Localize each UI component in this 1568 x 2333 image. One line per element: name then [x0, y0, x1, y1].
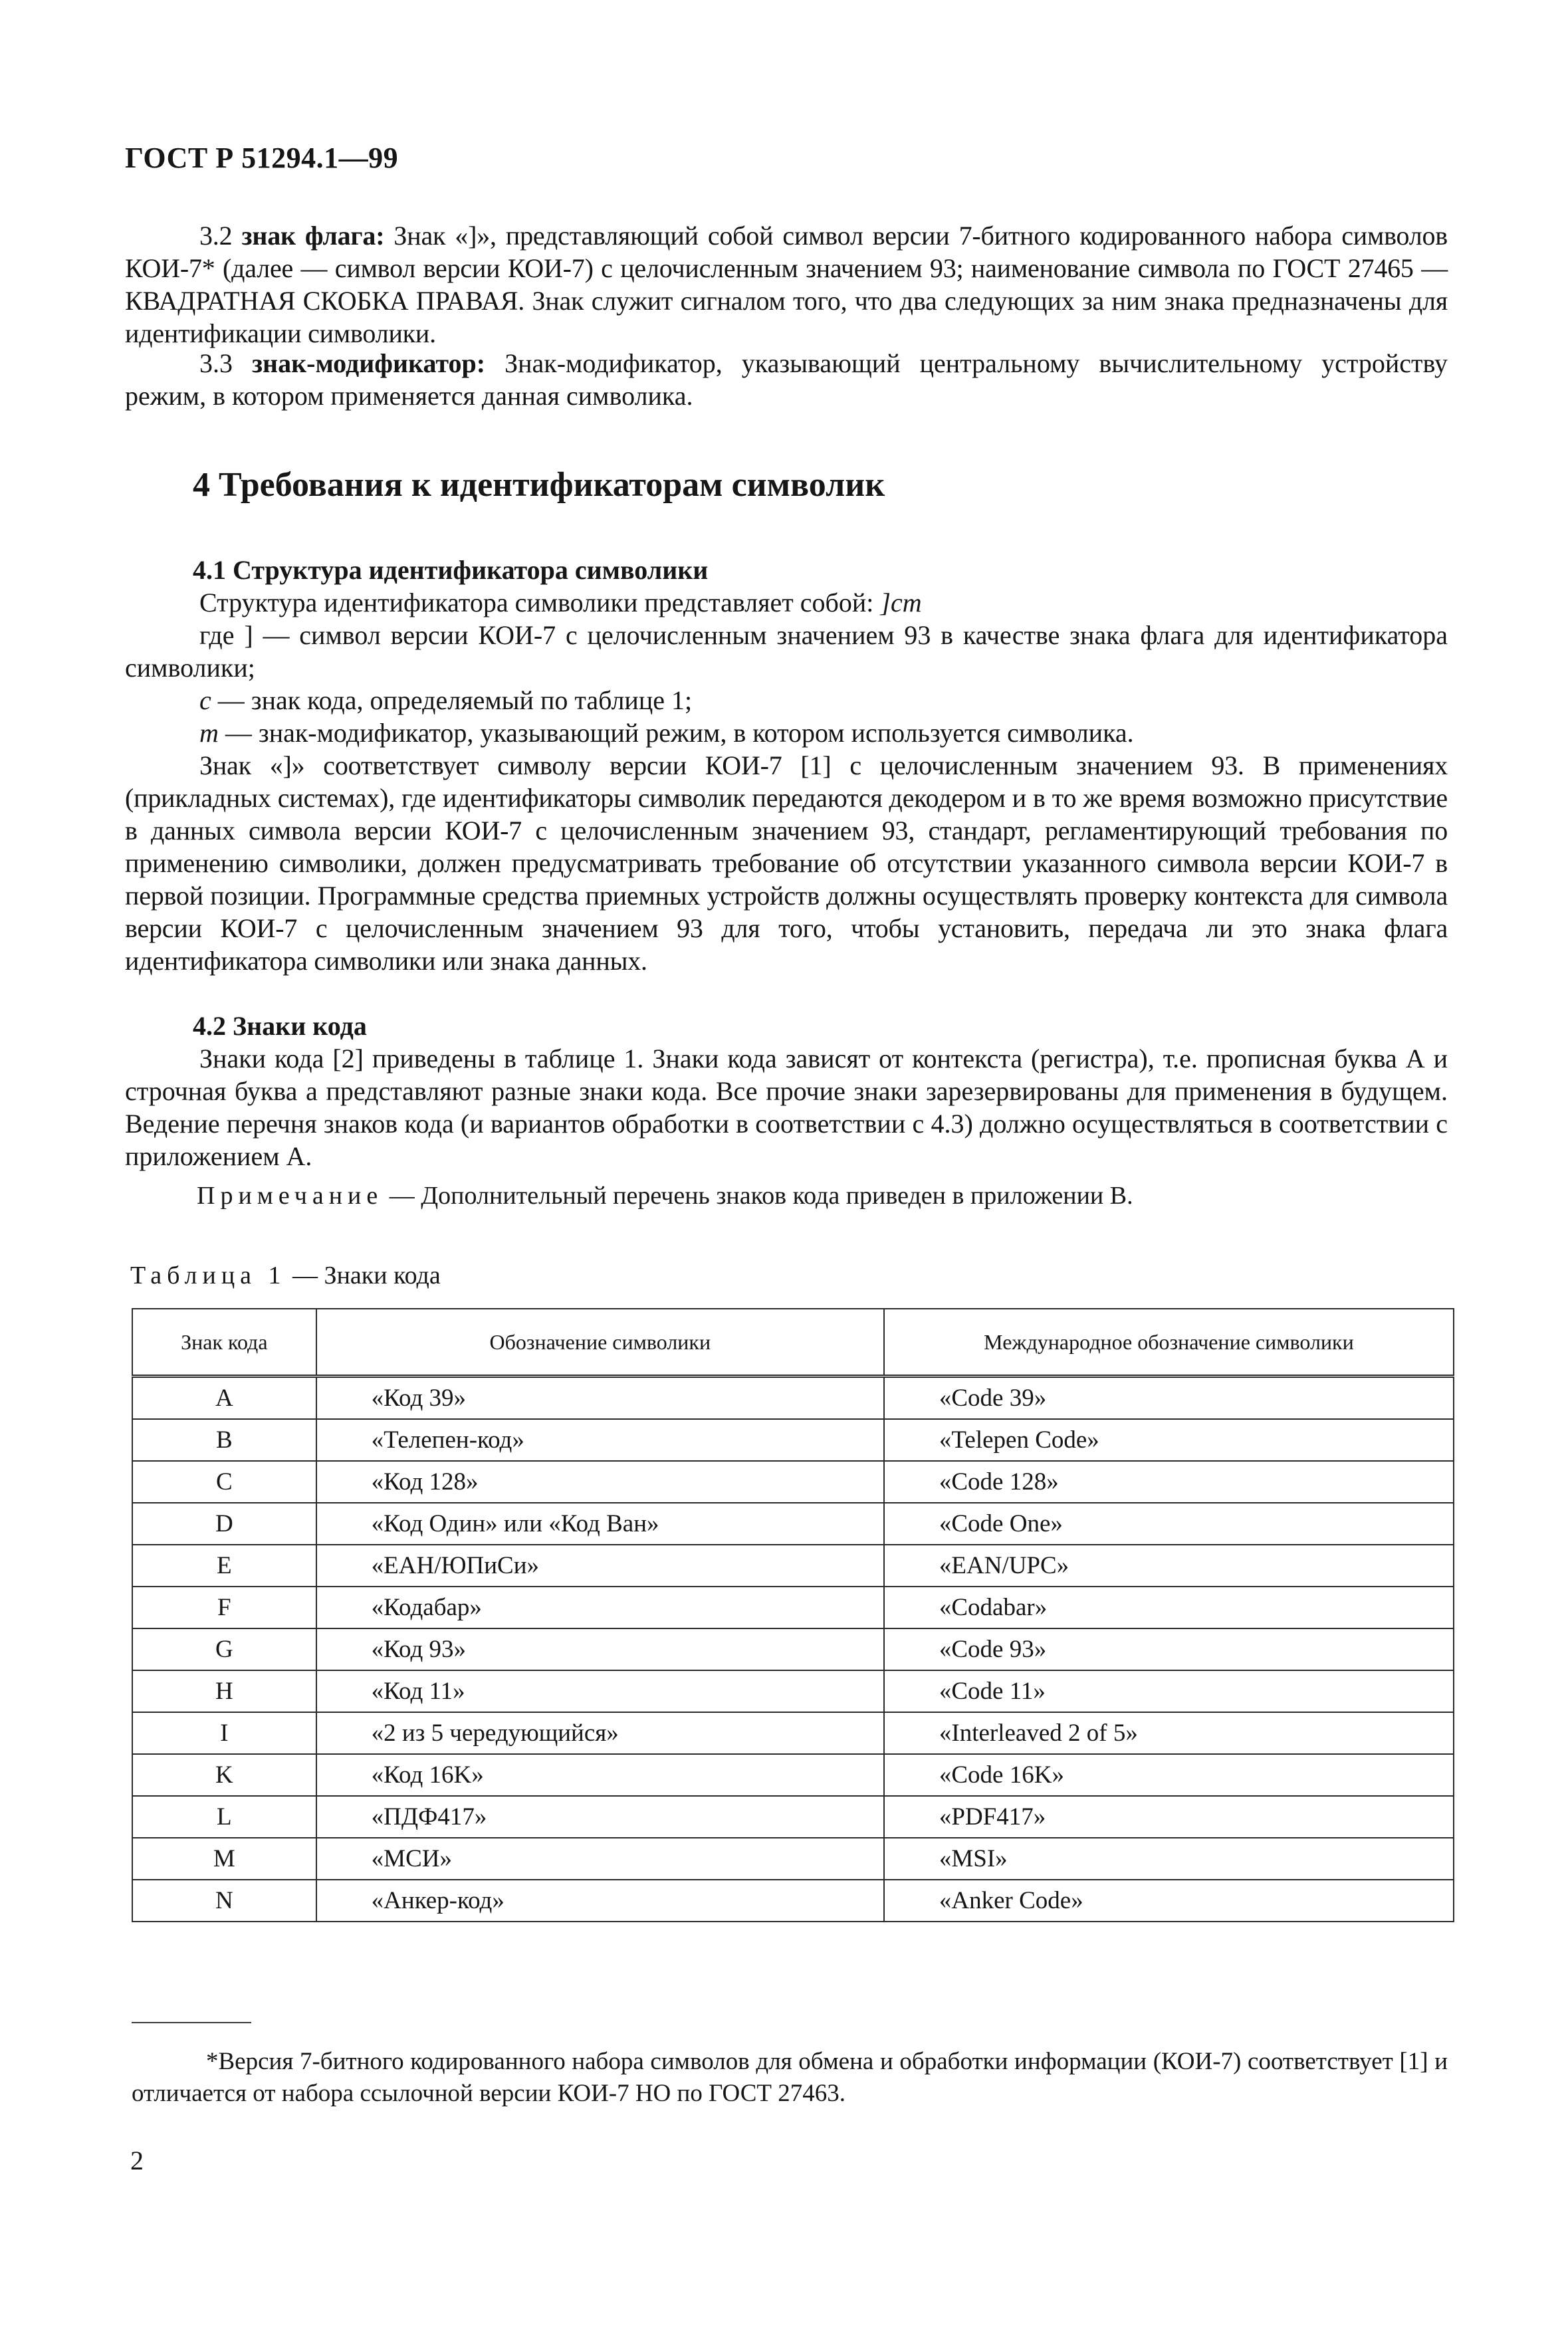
- flag-definition: — символ версии КОИ-7 с целочисленным значением 93 в качестве знака флага для идентификатора символики;: [125, 620, 1448, 683]
- identifier-formula: ]cm: [880, 588, 922, 617]
- table-row: [132, 1796, 1454, 1838]
- cell-international-name: «Telepen Code»: [884, 1419, 1454, 1461]
- table-row: [132, 1587, 1454, 1628]
- cell-code-character: D: [132, 1503, 316, 1545]
- page-number: 2: [130, 2146, 144, 2175]
- cell-code-character: F: [132, 1587, 316, 1628]
- cell-symbology-name: «Код 39»: [316, 1377, 884, 1420]
- cell-international-name: «MSI»: [884, 1838, 1454, 1880]
- table-row: [132, 1419, 1454, 1461]
- table-row: [132, 1545, 1454, 1587]
- modifier-definition: — знак-модификатор, указывающий режим, в котором используется символика.: [225, 718, 1134, 748]
- where-prefix: где: [199, 620, 235, 650]
- code-definition: — знак кода, определяемый по таблице 1;: [217, 685, 693, 715]
- note: [197, 1181, 1133, 1210]
- cell-symbology-name: «Анкер-код»: [316, 1880, 884, 1922]
- cell-code-character: C: [132, 1461, 316, 1503]
- cell-international-name: «Codabar»: [884, 1587, 1454, 1628]
- structure-intro: [125, 586, 1448, 619]
- code-characters-table: [132, 1308, 1454, 1922]
- standard-header: ГОСТ Р 51294.1—99: [125, 142, 399, 174]
- cell-code-character: E: [132, 1545, 316, 1587]
- table-row: [132, 1377, 1454, 1420]
- footnote-rule: [132, 2022, 251, 2023]
- cell-international-name: «Code 11»: [884, 1670, 1454, 1712]
- subsection-heading-4-1: 4.1 Структура идентификатора символики: [193, 555, 709, 585]
- definition-code-char: [125, 684, 1448, 717]
- intro-text: Структура идентификатора символики представляет собой:: [199, 588, 874, 617]
- subsection-heading-4-2: 4.2 Знаки кода: [193, 1011, 367, 1041]
- table-caption-label: Таблица 1: [130, 1262, 286, 1289]
- cell-code-character: K: [132, 1754, 316, 1796]
- flag-symbol: ]: [244, 620, 253, 650]
- table-row: [132, 1880, 1454, 1922]
- column-header-name: Обозначение символики: [316, 1309, 884, 1377]
- cell-symbology-name: «ЕАН/ЮПиСи»: [316, 1545, 884, 1587]
- table-row: [132, 1628, 1454, 1670]
- cell-symbology-name: «Кодабар»: [316, 1587, 884, 1628]
- note-text: — Дополнительный перечень знаков кода приведен в приложении В.: [389, 1182, 1133, 1210]
- cell-symbology-name: «Телепен-код»: [316, 1419, 884, 1461]
- code-symbol: c: [199, 685, 211, 715]
- cell-international-name: «EAN/UPC»: [884, 1545, 1454, 1587]
- cell-international-name: «Code 39»: [884, 1377, 1454, 1420]
- cell-symbology-name: «Код 16K»: [316, 1754, 884, 1796]
- cell-symbology-name: «Код 93»: [316, 1628, 884, 1670]
- definition-text: Знак «]», представляющий собой символ версии 7-битного кодированного набора символов КОИ-7* (далее — символ версии КОИ-7) с целочисленным значением 93; наименование символа по ГОСТ 27465 — КВАДРАТНАЯ СКОБКА ПРАВАЯ. Знак служит сигналом того, что два следующих за ним знака предназначены для идентификации символики.: [125, 221, 1448, 348]
- cell-symbology-name: «ПДФ417»: [316, 1796, 884, 1838]
- cell-international-name: «PDF417»: [884, 1796, 1454, 1838]
- column-header-international: Международное обозначение символики: [884, 1309, 1454, 1377]
- cell-symbology-name: «Код Один» или «Код Ван»: [316, 1503, 884, 1545]
- cell-code-character: G: [132, 1628, 316, 1670]
- cell-code-character: M: [132, 1838, 316, 1880]
- table-row: [132, 1754, 1454, 1796]
- cell-symbology-name: «2 из 5 чередующийся»: [316, 1712, 884, 1754]
- cell-symbology-name: «Код 11»: [316, 1670, 884, 1712]
- cell-international-name: «Code 93»: [884, 1628, 1454, 1670]
- definition-flag: [125, 619, 1448, 684]
- cell-code-character: B: [132, 1419, 316, 1461]
- definition-modifier-char: [125, 717, 1448, 749]
- table-row: [132, 1838, 1454, 1880]
- cell-international-name: «Anker Code»: [884, 1880, 1454, 1922]
- clause-number: 3.2: [199, 221, 233, 251]
- paragraph-4-1-body: Знак «]» соответствует символу версии КОИ-7 [1] с целочисленным значением 93. В применениях (прикладных системах), где идентификаторы символик передаются декодером и в то же время возможно присутствие в данных символа версии КОИ-7 с целочисленным значением 93, стандарт, регламентирующий требования по применению символики, должен предусматривать требование об отсутствии указанного символа версии КОИ-7 в первой позиции. Программные средства приемных устройств должны осуществлять проверку контекста для символа версии КОИ-7 с целочисленным значением 93 для того, чтобы установить, передача ли это знака флага идентификатора символики или знака данных.: [125, 750, 1448, 976]
- table-row: [132, 1670, 1454, 1712]
- section-heading: 4 Требования к идентификаторам символик: [193, 466, 885, 504]
- cell-code-character: N: [132, 1880, 316, 1922]
- cell-code-character: H: [132, 1670, 316, 1712]
- table-caption-text: — Знаки кода: [292, 1262, 441, 1289]
- cell-international-name: «Code 16K»: [884, 1754, 1454, 1796]
- cell-international-name: «Interleaved 2 of 5»: [884, 1712, 1454, 1754]
- table-caption: [130, 1261, 441, 1290]
- term-flag-character: знак флага:: [241, 221, 385, 251]
- term-modifier-character: знак-модификатор:: [251, 348, 486, 378]
- table-body: [132, 1377, 1454, 1922]
- clause-number: 3.3: [199, 348, 233, 378]
- table-header-row: [132, 1309, 1454, 1377]
- modifier-symbol: m: [199, 718, 219, 748]
- cell-code-character: I: [132, 1712, 316, 1754]
- paragraph-3-2: [125, 219, 1448, 350]
- table-row: [132, 1503, 1454, 1545]
- cell-code-character: L: [132, 1796, 316, 1838]
- cell-international-name: «Code 128»: [884, 1461, 1454, 1503]
- note-label: Примечание: [197, 1182, 384, 1210]
- definition-text: Знак-модификатор, указывающий центральному вычислительному устройству режим, в котором применяется данная символика.: [125, 348, 1448, 411]
- cell-symbology-name: «МСИ»: [316, 1838, 884, 1880]
- cell-code-character: A: [132, 1377, 316, 1420]
- paragraph-3-3: [125, 347, 1448, 412]
- cell-international-name: «Code One»: [884, 1503, 1454, 1545]
- table-row: [132, 1712, 1454, 1754]
- table-row: [132, 1461, 1454, 1503]
- cell-symbology-name: «Код 128»: [316, 1461, 884, 1503]
- column-header-code: Знак кода: [132, 1309, 316, 1377]
- paragraph-4-2-body: Знаки кода [2] приведены в таблице 1. Знаки кода зависят от контекста (регистра), т.е. прописная буква А и строчная буква а представляют разные знаки кода. Все прочие знаки зарезервированы для применения в будущем. Ведение перечня знаков кода (и вариантов обработки в соответствии с 4.3) должно осуществляться в соответствии с приложением А.: [125, 1044, 1448, 1171]
- footnote: *Версия 7-битного кодированного набора символов для обмена и обработки информации (КОИ-7) соответствует [1] и отличается от набора ссылочной версии КОИ-7 НО по ГОСТ 27463.: [132, 2048, 1448, 2107]
